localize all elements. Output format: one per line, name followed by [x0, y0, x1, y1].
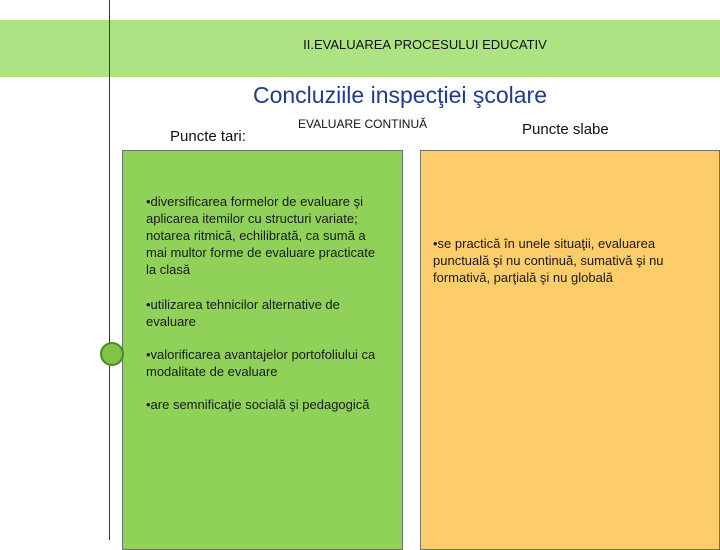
- weakness-item: •se practică în unele situaţii, evaluarea punctuală şi nu continuă, sumativă şi nu formativă, parţială şi nu globală: [433, 236, 664, 285]
- section-header-title: II.EVALUAREA PROCESULUI EDUCATIV: [303, 37, 547, 52]
- page-title: Concluziile inspecţiei şcolare: [252, 82, 548, 108]
- weaknesses-box: [420, 150, 720, 550]
- strengths-label: Puncte tari:: [170, 128, 246, 145]
- strength-item: •diversificarea formelor de evaluare şi aplicarea itemilor cu structuri variate; notarea ritmică, echilibrată, ca sumă a mai multor forme de evaluare practicate la clasă: [146, 194, 376, 277]
- strength-item: •valorificarea avantajelor portofoliului ca modalitate de evaluare: [146, 347, 376, 379]
- vertical-divider-line: [109, 0, 110, 540]
- continuous-evaluation-label: EVALUARE CONTINUĂ: [298, 117, 428, 131]
- timeline-dot-icon: [100, 342, 124, 366]
- weaknesses-label: Puncte slabe: [522, 121, 609, 138]
- strength-item: •are semnificaţie socială şi pedagogică: [146, 397, 370, 412]
- strength-item: •utilizarea tehnicilor alternative de evaluare: [146, 297, 340, 329]
